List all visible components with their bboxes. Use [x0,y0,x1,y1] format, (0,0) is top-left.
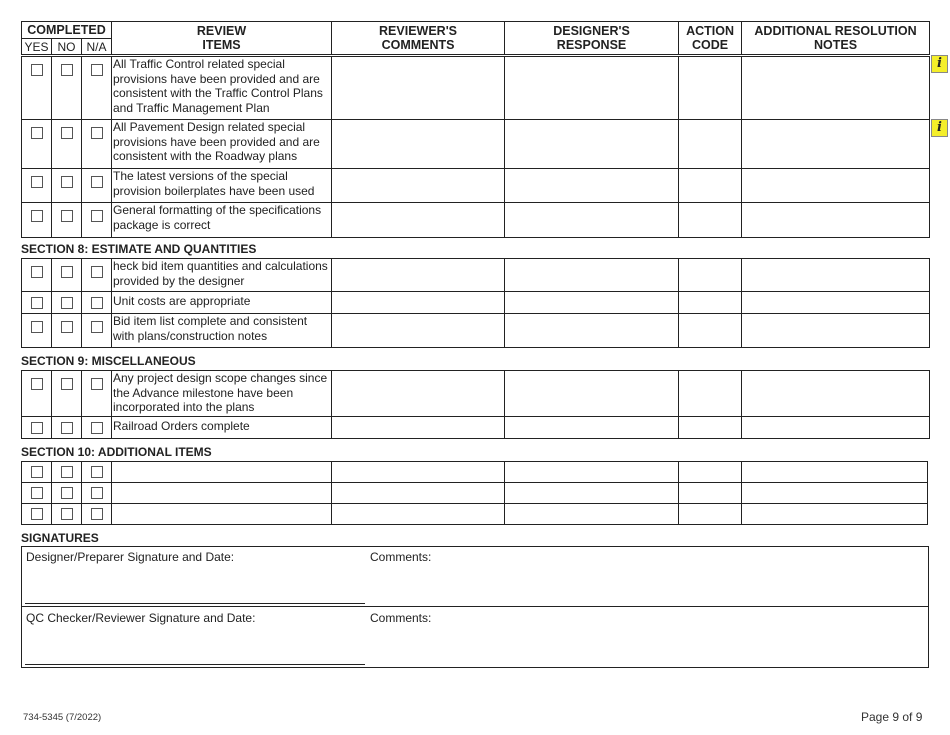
designers-response-cell[interactable] [505,314,679,348]
action-code-cell[interactable] [679,259,742,292]
additional-notes-cell[interactable] [742,417,930,439]
designers-response-cell[interactable] [505,504,679,525]
yes-checkbox[interactable] [31,176,43,188]
signatures-title: SIGNATURES [21,531,99,545]
table-row [22,483,928,504]
action-code-cell[interactable] [679,314,742,348]
no-checkbox[interactable] [61,466,73,478]
reviewers-comments-cell[interactable] [332,120,505,169]
additional-notes-cell[interactable] [742,314,930,348]
no-checkbox[interactable] [61,422,73,434]
additional-notes-header: ADDITIONAL RESOLUTION NOTES [742,22,930,55]
action-code-cell[interactable] [679,371,742,417]
section-9-title: SECTION 9: MISCELLANEOUS [21,354,196,368]
review-items-header: REVIEW ITEMS [112,22,332,55]
yes-checkbox[interactable] [31,266,43,278]
designers-response-cell[interactable] [505,120,679,169]
yes-checkbox[interactable] [31,210,43,222]
additional-notes-cell[interactable] [742,203,930,238]
reviewers-comments-cell[interactable] [332,462,505,483]
review-item-text: General formatting of the specifications package is correct [112,203,332,238]
yes-checkbox[interactable] [31,321,43,333]
section-9-table [21,370,930,439]
designer-signature-line[interactable] [25,603,365,604]
na-checkbox[interactable] [91,127,103,139]
na-checkbox[interactable] [91,466,103,478]
designers-response-cell[interactable] [505,57,679,120]
additional-notes-cell[interactable] [742,292,930,314]
table-row [22,169,930,203]
no-checkbox[interactable] [61,210,73,222]
reviewers-comments-header: REVIEWER'S COMMENTS [332,22,505,55]
table-row [22,462,928,483]
additional-notes-cell[interactable] [742,462,928,483]
table-row [22,417,930,439]
na-checkbox[interactable] [91,321,103,333]
table-row [22,120,930,169]
header-table [21,21,930,55]
na-checkbox[interactable] [91,266,103,278]
no-checkbox[interactable] [61,487,73,499]
yes-checkbox[interactable] [31,378,43,390]
top-items-table [21,56,930,238]
designers-response-cell[interactable] [505,292,679,314]
table-row [22,57,930,120]
info-icon[interactable]: i [931,119,948,137]
reviewers-comments-cell[interactable] [332,504,505,525]
no-checkbox[interactable] [61,266,73,278]
checker-signature-label: QC Checker/Reviewer Signature and Date: [26,611,256,625]
yes-checkbox[interactable] [31,422,43,434]
no-header: NO [52,39,82,55]
no-checkbox[interactable] [61,176,73,188]
reviewers-comments-cell[interactable] [332,371,505,417]
form-number: 734-5345 (7/2022) [23,712,102,723]
review-item-cell[interactable] [112,504,332,525]
designer-comments-label: Comments: [370,550,432,564]
na-checkbox[interactable] [91,176,103,188]
table-row [22,504,928,525]
section-8-table [21,258,930,348]
action-code-cell[interactable] [679,57,742,120]
na-checkbox[interactable] [91,297,103,309]
checker-signature-box [21,606,929,668]
checker-signature-line[interactable] [25,664,365,665]
yes-checkbox[interactable] [31,127,43,139]
yes-header: YES [22,39,52,55]
reviewers-comments-cell[interactable] [332,57,505,120]
section-10-table [21,461,928,525]
action-code-cell[interactable] [679,483,742,504]
review-item-text: All Traffic Control related special provisions have been provided and are consistent with the Traffic Control Plans and Traffic Management Plan [112,57,332,120]
action-code-cell[interactable] [679,120,742,169]
reviewers-comments-cell[interactable] [332,203,505,238]
designers-response-cell[interactable] [505,259,679,292]
additional-notes-cell[interactable] [742,169,930,203]
na-checkbox[interactable] [91,210,103,222]
na-checkbox[interactable] [91,378,103,390]
no-checkbox[interactable] [61,378,73,390]
review-item-text: Unit costs are appropriate [112,292,332,314]
table-row [22,371,930,417]
designers-response-cell[interactable] [505,483,679,504]
na-checkbox[interactable] [91,487,103,499]
page-number: Page 9 of 9 [861,710,923,724]
designers-response-cell[interactable] [505,462,679,483]
no-checkbox[interactable] [61,297,73,309]
designer-signature-box [21,546,929,607]
additional-notes-cell[interactable] [742,57,930,120]
section-10-title: SECTION 10: ADDITIONAL ITEMS [21,445,212,459]
review-item-cell[interactable] [112,462,332,483]
yes-checkbox[interactable] [31,487,43,499]
info-icon[interactable]: i [931,55,948,73]
action-code-cell[interactable] [679,169,742,203]
table-row [22,203,930,238]
action-code-header: ACTION CODE [679,22,742,55]
additional-notes-cell[interactable] [742,120,930,169]
designers-response-cell[interactable] [505,203,679,238]
designers-response-cell[interactable] [505,371,679,417]
additional-notes-cell[interactable] [742,504,928,525]
na-header: N/A [82,39,112,55]
reviewers-comments-cell[interactable] [332,417,505,439]
review-item-text: heck bid item quantities and calculations provided by the designer [112,259,332,292]
checker-comments-label: Comments: [370,611,432,625]
na-checkbox[interactable] [91,508,103,520]
review-item-text: The latest versions of the special provision boilerplates have been used [112,169,332,203]
no-checkbox[interactable] [61,508,73,520]
designers-response-cell[interactable] [505,417,679,439]
action-code-cell[interactable] [679,462,742,483]
designer-signature-label: Designer/Preparer Signature and Date: [26,550,235,564]
additional-notes-cell[interactable] [742,371,930,417]
table-row [22,292,930,314]
action-code-cell[interactable] [679,504,742,525]
designers-response-header: DESIGNER'S RESPONSE [505,22,679,55]
review-item-text: Railroad Orders complete [112,417,332,439]
completed-header: COMPLETED [22,22,112,39]
table-row [22,314,930,348]
reviewers-comments-cell[interactable] [332,259,505,292]
reviewers-comments-cell[interactable] [332,314,505,348]
designers-response-cell[interactable] [505,169,679,203]
action-code-cell[interactable] [679,417,742,439]
reviewers-comments-cell[interactable] [332,483,505,504]
review-item-text: All Pavement Design related special provisions have been provided and are consistent with the Roadway plans [112,120,332,169]
review-item-cell[interactable] [112,483,332,504]
action-code-cell[interactable] [679,203,742,238]
na-checkbox[interactable] [91,64,103,76]
no-checkbox[interactable] [61,321,73,333]
yes-checkbox[interactable] [31,297,43,309]
table-row [22,259,930,292]
section-8-title: SECTION 8: ESTIMATE AND QUANTITIES [21,242,257,256]
no-checkbox[interactable] [61,127,73,139]
yes-checkbox[interactable] [31,64,43,76]
reviewers-comments-cell[interactable] [332,292,505,314]
action-code-cell[interactable] [679,292,742,314]
additional-notes-cell[interactable] [742,259,930,292]
na-checkbox[interactable] [91,422,103,434]
no-checkbox[interactable] [61,64,73,76]
review-item-text: Bid item list complete and consistent with plans/construction notes [112,314,332,348]
additional-notes-cell[interactable] [742,483,928,504]
review-item-text: Any project design scope changes since the Advance milestone have been incorporated into the plans [112,371,332,417]
reviewers-comments-cell[interactable] [332,169,505,203]
yes-checkbox[interactable] [31,508,43,520]
yes-checkbox[interactable] [31,466,43,478]
